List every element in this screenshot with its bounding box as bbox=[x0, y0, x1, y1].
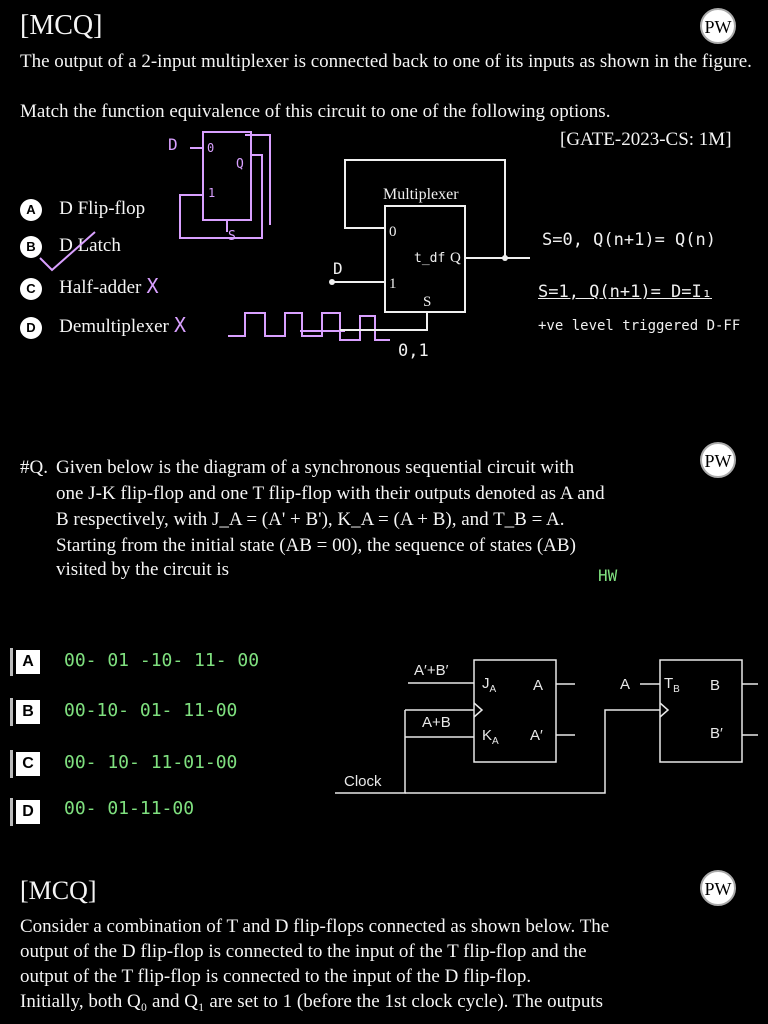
t-out-bbar: B′ bbox=[710, 725, 723, 742]
mux-tdf: t_df bbox=[414, 251, 446, 266]
pw-logo-2: PW bbox=[700, 442, 736, 478]
q1-text-2: Match the function equivalence of this circuit to one of the following options. bbox=[20, 101, 611, 122]
ja-label: $J_A$ bbox=[482, 675, 497, 695]
option-b-marker: B bbox=[20, 236, 42, 258]
q1-text-1: The output of a 2-input multiplexer is connected back to one of its inputs as shown in the figure. bbox=[20, 51, 752, 72]
mini-s-label: S bbox=[228, 229, 236, 244]
q3-line-3: output of the T flip-flop is connected to the input of the D flip-flop. bbox=[20, 966, 532, 987]
mux-d-label: D bbox=[333, 259, 343, 278]
q2-tag: #Q. bbox=[20, 457, 48, 478]
q2-line-2: one J-K flip-flop and one T flip-flop with their outputs denoted as A and bbox=[56, 483, 605, 504]
q1-tag: [MCQ] bbox=[20, 10, 103, 41]
q2-option-a-marker[interactable]: A bbox=[16, 650, 40, 674]
option-d-marker: D bbox=[20, 317, 42, 339]
note-s0: S=0, Q(n+1)= Q(n) bbox=[542, 230, 716, 250]
mini-d-label: D bbox=[168, 135, 178, 154]
q2-option-b-text[interactable]: 00-10- 01- 11-00 bbox=[64, 700, 238, 721]
note-level-triggered: +ve level triggered D-FF bbox=[538, 318, 741, 334]
t-in-label: A bbox=[620, 676, 631, 693]
jk-out-abar: A′ bbox=[530, 727, 543, 744]
q2-option-c-marker[interactable]: C bbox=[16, 752, 40, 776]
mux-title: Multiplexer bbox=[383, 186, 459, 203]
mux-in1: 1 bbox=[389, 276, 397, 292]
option-c-marker: C bbox=[20, 278, 42, 300]
jk-out-a: A bbox=[533, 677, 544, 694]
pw-logo-3: PW bbox=[700, 870, 736, 906]
mux-out: Q bbox=[450, 250, 461, 266]
q2-line-4: Starting from the initial state (AB = 00), the sequence of states (AB) bbox=[56, 535, 576, 556]
option-d-text: Demultiplexer bbox=[59, 316, 169, 337]
note-s1: S=1, Q(n+1)= D=I₁ bbox=[538, 282, 712, 302]
cross-mark-c: X bbox=[146, 274, 159, 298]
mux-in0: 0 bbox=[389, 224, 397, 240]
q3-tag: [MCQ] bbox=[20, 876, 97, 905]
q2-option-b-marker[interactable]: B bbox=[16, 700, 40, 724]
q2-line-1: Given below is the diagram of a synchronous sequential circuit with bbox=[56, 457, 575, 478]
select-values: 0,1 bbox=[398, 341, 429, 361]
q3-line-1: Consider a combination of T and D flip-flops connected as shown below. The bbox=[20, 916, 610, 937]
jk-in-top: A′+B′ bbox=[414, 662, 449, 679]
mini-q-label: Q bbox=[236, 157, 244, 172]
option-c-text: Half-adder bbox=[59, 277, 142, 298]
mini-1-label: 1 bbox=[208, 186, 216, 200]
clock-label: Clock bbox=[344, 773, 382, 790]
mini-0-label: 0 bbox=[207, 141, 215, 155]
q2-option-c-text[interactable]: 00- 10- 11-01-00 bbox=[64, 752, 238, 773]
hw-note: HW bbox=[598, 566, 618, 585]
q2-option-d-marker[interactable]: D bbox=[16, 800, 40, 824]
t-out-b: B bbox=[710, 677, 721, 694]
option-b-text: D Latch bbox=[59, 235, 121, 256]
q3-line-2: output of the D flip-flop is connected to the input of the T flip-flop and the bbox=[20, 941, 587, 962]
pw-logo: PW bbox=[700, 8, 736, 44]
cross-mark-d: X bbox=[173, 313, 186, 337]
q1-source: [GATE-2023-CS: 1M] bbox=[560, 129, 732, 150]
jk-in-bot: A+B bbox=[422, 714, 451, 731]
q2-option-a-text[interactable]: 00- 01 -10- 11- 00 bbox=[64, 650, 260, 671]
q3-line-4: Initially, both Q₀ and Q₁ are set to 1 (before the 1st clock cycle). The outputs bbox=[20, 991, 604, 1012]
tb-label: $T_B$ bbox=[664, 675, 680, 695]
q2-line-3: B respectively, with J_A = (A' + B'), K_A = (A + B), and T_B = A. bbox=[56, 509, 565, 530]
q2-option-d-text[interactable]: 00- 01-11-00 bbox=[64, 798, 195, 819]
option-a-marker: A bbox=[20, 199, 42, 221]
mux-sel: S bbox=[423, 294, 432, 310]
ka-label: $K_A$ bbox=[482, 727, 499, 747]
q2-line-5: visited by the circuit is bbox=[56, 559, 230, 580]
option-a-text: D Flip-flop bbox=[59, 198, 146, 219]
